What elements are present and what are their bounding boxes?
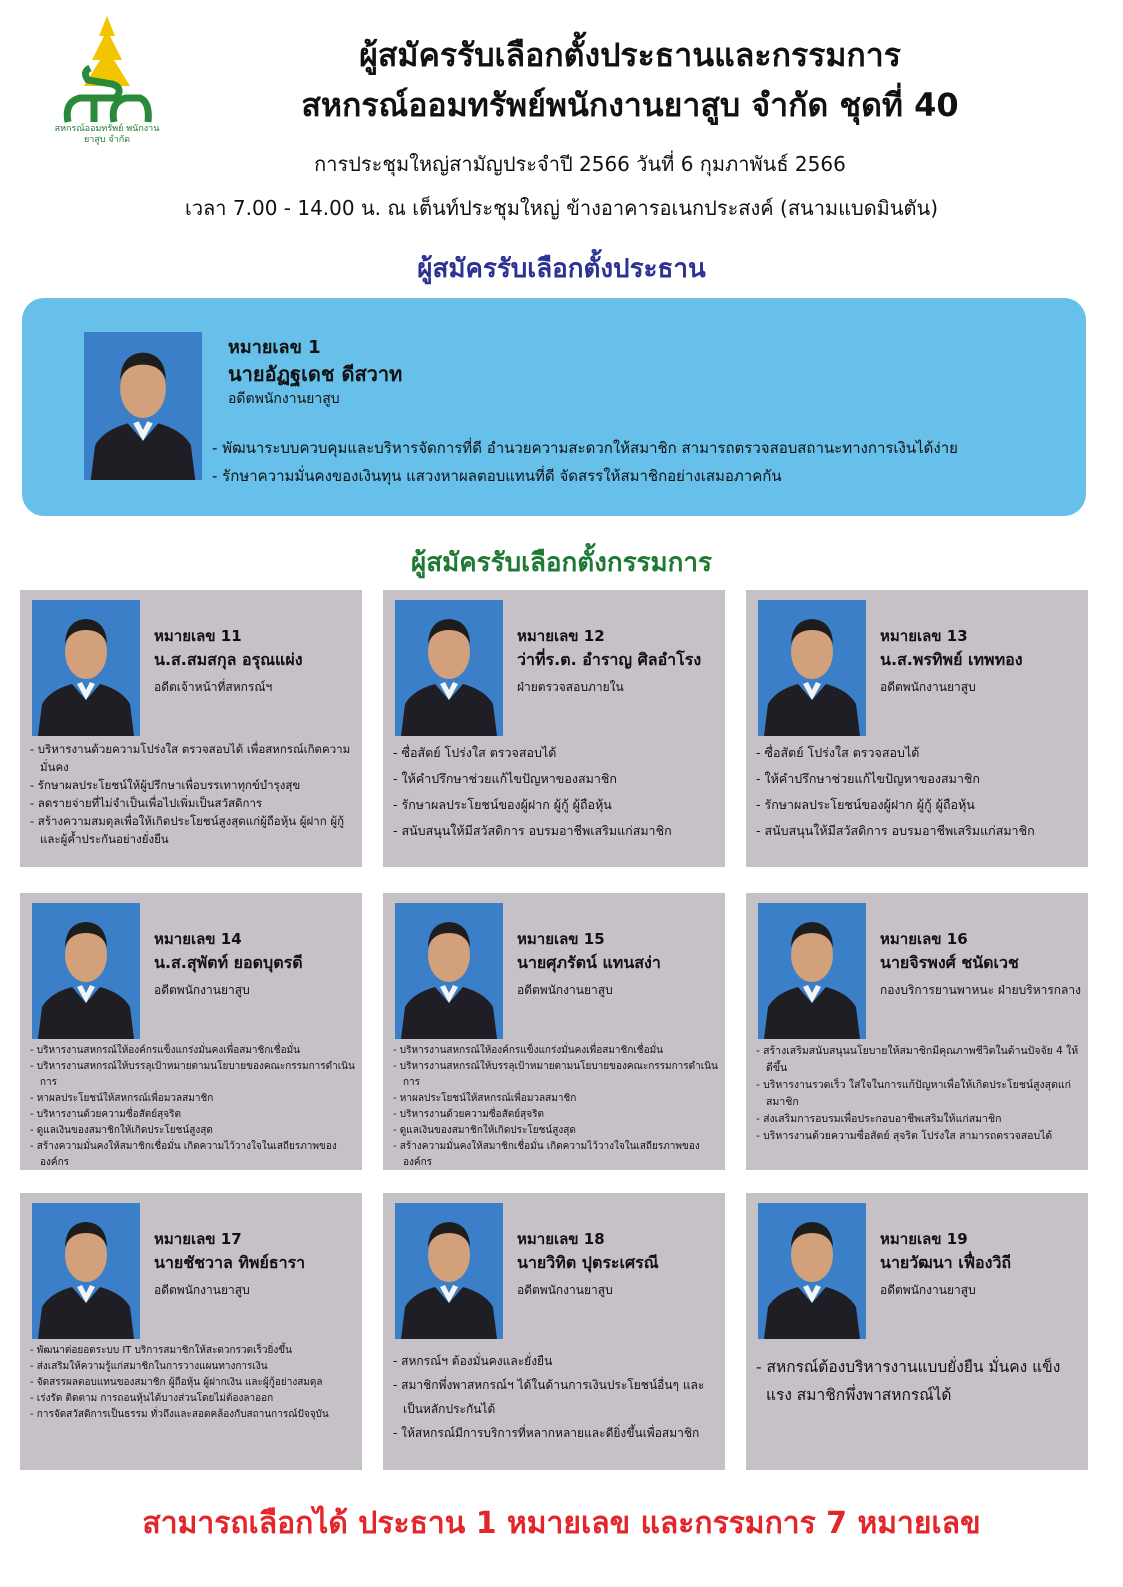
candidate-role: ฝ่ายตรวจสอบภายใน [517, 680, 624, 694]
candidate-photo [395, 903, 503, 1039]
candidate-number: หมายเลข 11 [154, 627, 242, 645]
policy-item: - สร้างความมั่นคงให้สมาชิกเชื่อมั่น เกิดความไว้วางใจในเสถียรภาพขององค์กร [393, 1141, 700, 1168]
policy-item: - ให้สหกรณ์มีการบริการที่หลากหลายและดียิ่งขึ้นเพื่อสมาชิก [393, 1426, 700, 1440]
candidate-name: ว่าที่ร.ต. อำราญ ศิลอำโรง [517, 650, 702, 669]
policy-item: - บริหารงานด้วยความโปร่งใส ตรวจสอบได้ เพื่อสหกรณ์เกิดความมั่นคง [30, 742, 351, 774]
portrait-photo-icon [32, 1203, 140, 1339]
policy-item: - สหกรณ์ต้องบริหารงานแบบยั่งยืน มั่นคง แข็งแรง สมาชิกพึ่งพาสหกรณ์ได้ [756, 1358, 1061, 1404]
candidate-photo [758, 1203, 866, 1339]
candidate-card-18 [383, 1193, 725, 1470]
candidate-photo [32, 903, 140, 1039]
policy-item: - บริหารงานสหกรณ์ให้บรรลุเป้าหมายตามนโยบายของคณะกรรมการดำเนินการ [30, 1061, 355, 1088]
candidate-policies [393, 740, 719, 844]
policy-item: - ส่งเสริมให้ความรู้แก่สมาชิกในการวางแผนทางการเงิน [30, 1361, 268, 1372]
logo-caption: สหกรณ์ออมทรัพย์ พนักงานยาสูบ จำกัด [54, 124, 160, 145]
policy-item: - สร้างเสริมสนับสนุนนโยบายให้สมาชิกมีคุณภาพชีวิตในด้านปัจจัย 4 ให้ดีขึ้น [756, 1045, 1079, 1074]
president-photo [84, 332, 202, 480]
candidate-photo [395, 1203, 503, 1339]
candidate-photo [758, 600, 866, 736]
policy-item: - สร้างความสมดุลเพื่อให้เกิดประโยชน์สูงสุดแก่ผู้ถือหุ้น ผู้ฝาก ผู้กู้ และผู้ค้ำประกันอย่างยั่งยืน [30, 814, 345, 846]
candidate-policies [393, 1349, 719, 1445]
policy-item: - พัฒนาต่อยอดระบบ IT บริการสมาชิกให้สะดวกรวดเร็วยิ่งขึ้น [30, 1345, 292, 1356]
portrait-photo-icon [395, 1203, 503, 1339]
policy-item: - หาผลประโยชน์ให้สหกรณ์เพื่อมวลสมาชิก [30, 1093, 214, 1104]
policy-item: - บริหารงานรวดเร็ว ใส่ใจในการแก้ปัญหาเพื่อให้เกิดประโยชน์สูงสุดแก่สมาชิก [756, 1079, 1072, 1108]
candidate-photo [32, 600, 140, 736]
portrait-photo-icon [84, 332, 202, 480]
candidate-card-16 [746, 893, 1088, 1170]
policy-item: - สมาชิกพึ่งพาสหกรณ์ฯ ได้ในด้านการเงินประโยชน์อื่นๆ และเป็นหลักประกันได้ [393, 1378, 705, 1416]
candidate-number: หมายเลข 18 [517, 1230, 605, 1248]
candidate-role: อดีตพนักงานยาสูบ [517, 1283, 613, 1297]
candidate-policies [756, 740, 1082, 844]
candidate-photo [758, 903, 866, 1039]
policy-item: - สนับสนุนให้มีสวัสดิการ อบรมอาชีพเสริมแก่สมาชิก [756, 823, 1035, 838]
candidate-name: นายจิรพงศ์ ชนัดเวช [880, 953, 1019, 972]
candidate-number: หมายเลข 13 [880, 627, 968, 645]
policy-item: - รักษาความมั่นคงของเงินทุน แสวงหาผลตอบแทนที่ดี จัดสรรให้สมาชิกอย่างเสมอภาคกัน [212, 467, 782, 485]
candidate-card-17 [20, 1193, 362, 1470]
portrait-photo-icon [758, 600, 866, 736]
page-title-line2: สหกรณ์ออมทรัพย์พนักงานยาสูบ จำกัด ชุดที่ 40 [301, 86, 959, 124]
policy-item: - จัดสรรผลตอบแทนของสมาชิก ผู้ถือหุ้น ผู้ฝากเงิน และผู้กู้อย่างสมดุล [30, 1377, 323, 1388]
page-title-line1: ผู้สมัครรับเลือกตั้งประธานและกรรมการ [359, 36, 901, 74]
candidate-name: นายศุภรัตน์ แทนสง่า [517, 953, 661, 972]
policy-item: - บริหารงานด้วยความซื่อสัตย์สุจริต [30, 1109, 181, 1120]
candidate-number: หมายเลข 12 [517, 627, 605, 645]
president-section-title: ผู้สมัครรับเลือกตั้งประธาน [417, 254, 706, 284]
candidate-number: หมายเลข 1 [228, 337, 321, 358]
candidate-name: นายอัฏฐเดช ดีสวาท [228, 362, 403, 386]
policy-item: - ซื่อสัตย์ โปร่งใส ตรวจสอบได้ [393, 745, 557, 760]
candidate-policies [393, 1043, 719, 1170]
candidate-role: อดีตพนักงานยาสูบ [154, 1283, 250, 1297]
candidate-role: อดีตเจ้าหน้าที่สหกรณ์ฯ [154, 680, 273, 694]
candidate-number: หมายเลข 19 [880, 1230, 968, 1248]
candidate-number: หมายเลข 14 [154, 930, 242, 948]
policy-item: - สหกรณ์ฯ ต้องมั่นคงและยั่งยืน [393, 1354, 553, 1368]
candidate-policies [30, 1343, 356, 1423]
candidate-name: น.ส.พรทิพย์ เทพทอง [880, 650, 1023, 669]
candidate-role: อดีตพนักงานยาสูบ [154, 983, 250, 997]
candidate-name: นายชัชวาล ทิพย์ธารา [154, 1253, 306, 1272]
policy-item: - ลดรายจ่ายที่ไม่จำเป็นเพื่อไปเพิ่มเป็นสวัสดิการ [30, 796, 263, 810]
candidate-policies [30, 740, 356, 848]
candidate-role: อดีตพนักงานยาสูบ [517, 983, 613, 997]
policy-item: - ดูแลเงินของสมาชิกให้เกิดประโยชน์สูงสุด [393, 1125, 576, 1136]
voting-instruction: สามารถเลือกได้ ประธาน 1 หมายเลข และกรรมการ 7 หมายเลข [142, 1506, 981, 1541]
candidate-number: หมายเลข 17 [154, 1230, 242, 1248]
portrait-photo-icon [395, 600, 503, 736]
candidate-number: หมายเลข 16 [880, 930, 968, 948]
policy-item: - ให้คำปรึกษาช่วยแก้ไขปัญหาของสมาชิก [756, 771, 980, 786]
candidate-photo [395, 600, 503, 736]
president-candidate-panel [22, 298, 1086, 516]
meeting-venue: เวลา 7.00 - 14.00 น. ณ เต็นท์ประชุมใหญ่ ข้างอาคารอเนกประสงค์ (สนามแบดมินตัน) [184, 196, 939, 220]
candidate-name: น.ส.สมสกุล อรุณแผ่ง [154, 650, 303, 669]
policy-item: - สร้างความมั่นคงให้สมาชิกเชื่อมั่น เกิดความไว้วางใจในเสถียรภาพขององค์กร [30, 1141, 337, 1168]
candidate-role: กองบริการยานพาหนะ ฝ่ายบริหารกลาง [880, 983, 1082, 997]
candidate-name: น.ส.สุพัตท์ ยอดบุตรดี [154, 953, 303, 972]
policy-item: - สนับสนุนให้มีสวัสดิการ อบรมอาชีพเสริมแก่สมาชิก [393, 823, 672, 838]
policy-item: - หาผลประโยชน์ให้สหกรณ์เพื่อมวลสมาชิก [393, 1093, 577, 1104]
candidate-policies [756, 1043, 1082, 1145]
policy-item: - พัฒนาระบบควบคุมและบริหารจัดการที่ดี อำนวยความสะดวกให้สมาชิก สามารถตรวจสอบสถานะทางการเงินได้ง่าย [212, 439, 958, 457]
candidate-card-12 [383, 590, 725, 867]
portrait-photo-icon [395, 903, 503, 1039]
portrait-photo-icon [758, 1203, 866, 1339]
candidate-name: นายวัฒนา เฟื่องวิถี [880, 1253, 1012, 1272]
candidate-card-11 [20, 590, 362, 867]
candidate-policies [212, 434, 1072, 490]
candidate-card-15 [383, 893, 725, 1170]
portrait-photo-icon [758, 903, 866, 1039]
policy-item: - รักษาผลประโยชน์ให้ผู้ปรึกษาเพื่อบรรเทาทุกข์บำรุงสุข [30, 778, 301, 792]
candidate-card-19 [746, 1193, 1088, 1470]
candidate-card-14 [20, 893, 362, 1170]
policy-item: - ซื่อสัตย์ โปร่งใส ตรวจสอบได้ [756, 745, 920, 760]
candidate-role: อดีตพนักงานยาสูบ [228, 391, 340, 407]
candidate-policies [30, 1043, 356, 1170]
policy-item: - ส่งเสริมการอบรมเพื่อประกอบอาชีพเสริมให้แก่สมาชิก [756, 1113, 1002, 1125]
portrait-photo-icon [32, 903, 140, 1039]
policy-item: - บริหารงานด้วยความซื่อสัตย์ สุจริต โปร่งใส สามารถตรวจสอบได้ [756, 1130, 1053, 1142]
candidate-card-13 [746, 590, 1088, 867]
policy-item: - การจัดสวัสดิการเป็นธรรม ทั่วถึงและสอดคล้องกับสถานการณ์ปัจจุบัน [30, 1409, 329, 1420]
policy-item: - ดูแลเงินของสมาชิกให้เกิดประโยชน์สูงสุด [30, 1125, 213, 1136]
candidate-photo [32, 1203, 140, 1339]
policy-item: - บริหารงานสหกรณ์ให้องค์กรแข็งแกร่งมั่นคงเพื่อสมาชิกเชื่อมั่น [393, 1045, 664, 1056]
policy-item: - บริหารงานสหกรณ์ให้บรรลุเป้าหมายตามนโยบายของคณะกรรมการดำเนินการ [393, 1061, 718, 1088]
meeting-date: การประชุมใหญ่สามัญประจำปี 2566 วันที่ 6 กุมภาพันธ์ 2566 [314, 152, 846, 176]
policy-item: - รักษาผลประโยชน์ของผู้ฝาก ผู้กู้ ผู้ถือหุ้น [393, 797, 612, 812]
cooperative-logo-icon [52, 14, 162, 124]
candidate-role: อดีตพนักงานยาสูบ [880, 1283, 976, 1297]
policy-item: - รักษาผลประโยชน์ของผู้ฝาก ผู้กู้ ผู้ถือหุ้น [756, 797, 975, 812]
candidate-role: อดีตพนักงานยาสูบ [880, 680, 976, 694]
candidate-policies [756, 1353, 1082, 1409]
policy-item: - ให้คำปรึกษาช่วยแก้ไขปัญหาของสมาชิก [393, 771, 617, 786]
policy-item: - บริหารงานด้วยความซื่อสัตย์สุจริต [393, 1109, 544, 1120]
policy-item: - บริหารงานสหกรณ์ให้องค์กรแข็งแกร่งมั่นคงเพื่อสมาชิกเชื่อมั่น [30, 1045, 301, 1056]
candidate-number: หมายเลข 15 [517, 930, 605, 948]
portrait-photo-icon [32, 600, 140, 736]
candidate-name: นายวิทิต ปุตระเศรณี [517, 1253, 659, 1272]
policy-item: - เร่งรัด ติดตาม การถอนหุ้นได้บางส่วนโดยไม่ต้องลาออก [30, 1393, 274, 1404]
committee-section-title: ผู้สมัครรับเลือกตั้งกรรมการ [411, 548, 712, 578]
